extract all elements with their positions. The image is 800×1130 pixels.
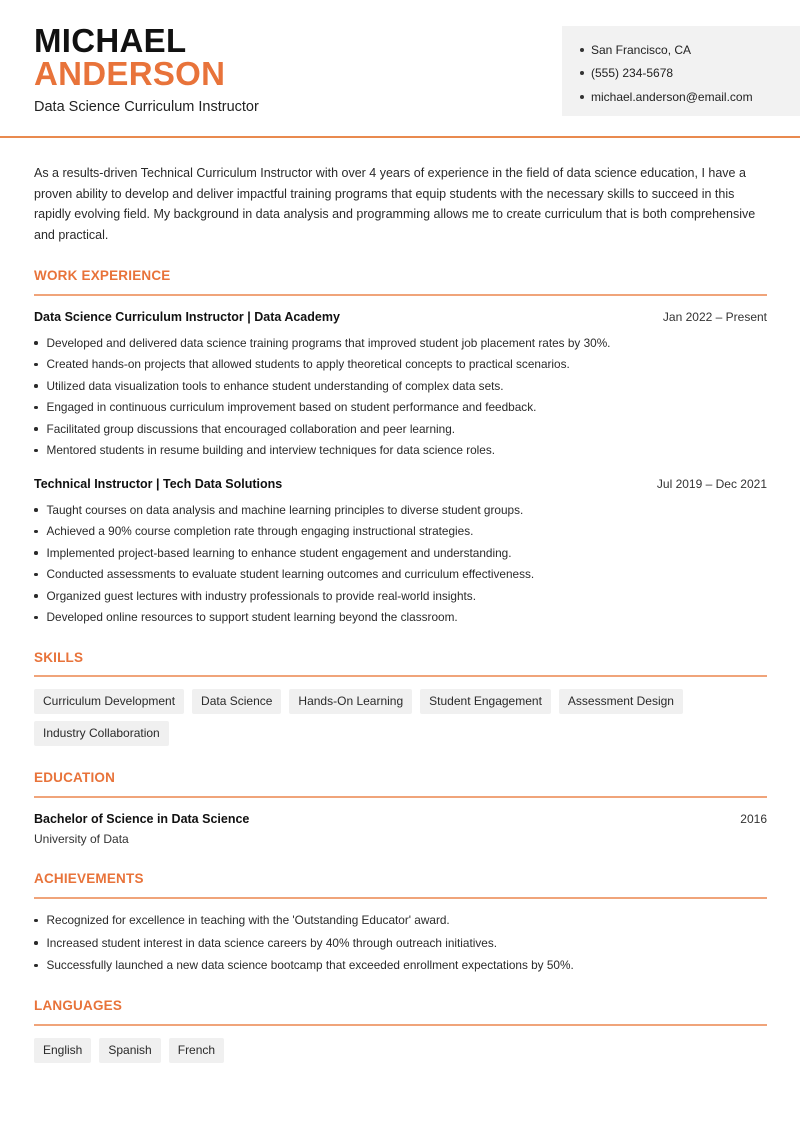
job-bullets <box>34 499 767 628</box>
achievements-list <box>34 909 767 977</box>
bullet-text: Engaged in continuous curriculum improvement based on student performance and feedback. <box>46 400 537 415</box>
skill-tag: Curriculum Development <box>34 689 184 714</box>
bullet-text: Created hands-on projects that allowed students to apply theoretical concepts to practical scenarios. <box>46 357 570 372</box>
language-tag: Spanish <box>99 1038 160 1063</box>
bullet-icon <box>580 71 584 75</box>
resume-header <box>0 0 800 138</box>
bullet-icon <box>580 48 584 52</box>
section-divider <box>34 675 767 677</box>
skill-tag: Assessment Design <box>559 689 683 714</box>
bullet-text: Conducted assessments to evaluate student learning outcomes and curriculum effectiveness. <box>46 567 535 582</box>
education-year: 2016 <box>740 812 767 826</box>
language-tag: English <box>34 1038 91 1063</box>
bullet-icon <box>34 508 38 512</box>
first-name: MICHAEL <box>34 22 187 59</box>
list-item <box>34 932 767 955</box>
skills-list <box>34 689 774 746</box>
list-item <box>34 607 767 629</box>
bullet-icon <box>34 427 38 431</box>
section-title-education: EDUCATION <box>34 770 116 785</box>
job-title: Data Science Curriculum Instructor <box>34 99 259 115</box>
bullet-text: Successfully launched a new data science bootcamp that exceeded enrollment expectations by 50%. <box>46 958 574 973</box>
list-item <box>34 332 767 354</box>
bullet-icon <box>580 95 584 99</box>
list-item <box>34 440 767 462</box>
job-header <box>34 477 767 491</box>
section-divider <box>34 294 767 296</box>
bullet-text: Organized guest lectures with industry professionals to provide real-world insights. <box>46 588 476 603</box>
profile-summary: As a results-driven Technical Curriculum Instructor with over 4 years of experience in the field of data science education, I have a proven ability to develop and deliver impactful training programs that equip students with the necessary skills to succeed in this rapidly evolving field. My background in data analysis and programming allows me to create curriculum that is both comprehensive and practical. <box>34 166 756 242</box>
bullet-icon <box>34 406 38 410</box>
bullet-text: Mentored students in resume building and interview techniques for data science roles. <box>46 443 496 458</box>
bullet-icon <box>34 384 38 388</box>
job-role: Technical Instructor | Tech Data Solutions <box>34 477 283 491</box>
contact-box <box>562 26 800 116</box>
bullet-text: Developed online resources to support student learning beyond the classroom. <box>46 610 458 625</box>
list-item <box>34 397 767 419</box>
bullet-icon <box>34 449 38 453</box>
section-divider <box>34 796 767 798</box>
bullet-text: Increased student interest in data science careers by 40% through outreach initiatives. <box>46 935 498 950</box>
skill-tag: Student Engagement <box>420 689 551 714</box>
contact-location-text: San Francisco, CA <box>591 42 692 57</box>
list-item <box>34 585 767 607</box>
bullet-text: Utilized data visualization tools to enhance student understanding of complex data sets. <box>46 378 504 393</box>
list-item <box>34 418 767 440</box>
list-item <box>34 354 767 376</box>
bullet-text: Developed and delivered data science training programs that improved student job placement rates by 30%. <box>46 335 611 350</box>
bullet-icon <box>34 941 38 945</box>
job-dates: Jan 2022 – Present <box>662 310 767 324</box>
job-role: Data Science Curriculum Instructor | Data Academy <box>34 310 340 324</box>
bullet-icon <box>34 594 38 598</box>
list-item <box>34 375 767 397</box>
bullet-icon <box>34 964 38 968</box>
section-title-achievements: ACHIEVEMENTS <box>34 871 144 886</box>
bullet-icon <box>34 919 38 923</box>
bullet-icon <box>34 616 38 620</box>
education-header <box>34 812 767 826</box>
bullet-text: Implemented project-based learning to enhance student engagement and understanding. <box>46 545 512 560</box>
contact-phone-text: (555) 234-5678 <box>591 66 674 81</box>
bullet-text: Taught courses on data analysis and machine learning principles to diverse student groups. <box>46 502 524 517</box>
section-title-work: WORK EXPERIENCE <box>34 268 171 283</box>
section-title-skills: SKILLS <box>34 650 84 665</box>
list-item <box>34 521 767 543</box>
skill-tag: Hands-On Learning <box>289 689 412 714</box>
list-item <box>34 542 767 564</box>
language-tag: French <box>169 1038 224 1063</box>
education-school: University of Data <box>34 832 129 846</box>
list-item <box>34 909 767 932</box>
bullet-text: Facilitated group discussions that encouraged collaboration and peer learning. <box>46 421 456 436</box>
job-header <box>34 310 767 324</box>
education-degree: Bachelor of Science in Data Science <box>34 812 250 826</box>
list-item <box>34 954 767 977</box>
contact-phone <box>580 62 800 86</box>
bullet-icon <box>34 573 38 577</box>
bullet-icon <box>34 551 38 555</box>
bullet-icon <box>34 341 38 345</box>
contact-email <box>580 85 800 109</box>
contact-email-text: michael.anderson@email.com <box>591 89 753 104</box>
bullet-text: Achieved a 90% course completion rate through engaging instructional strategies. <box>46 524 474 539</box>
section-divider <box>34 1024 767 1026</box>
bullet-icon <box>34 363 38 367</box>
last-name: ANDERSON <box>34 55 226 92</box>
section-title-languages: LANGUAGES <box>34 998 123 1013</box>
bullet-icon <box>34 530 38 534</box>
section-divider <box>34 897 767 899</box>
skill-tag: Data Science <box>192 689 281 714</box>
languages-list <box>34 1038 774 1063</box>
skill-tag: Industry Collaboration <box>34 721 169 746</box>
job-bullets <box>34 332 767 461</box>
job-dates: Jul 2019 – Dec 2021 <box>656 477 767 491</box>
contact-location <box>580 38 800 62</box>
bullet-text: Recognized for excellence in teaching with the 'Outstanding Educator' award. <box>46 913 450 928</box>
list-item <box>34 564 767 586</box>
list-item <box>34 499 767 521</box>
